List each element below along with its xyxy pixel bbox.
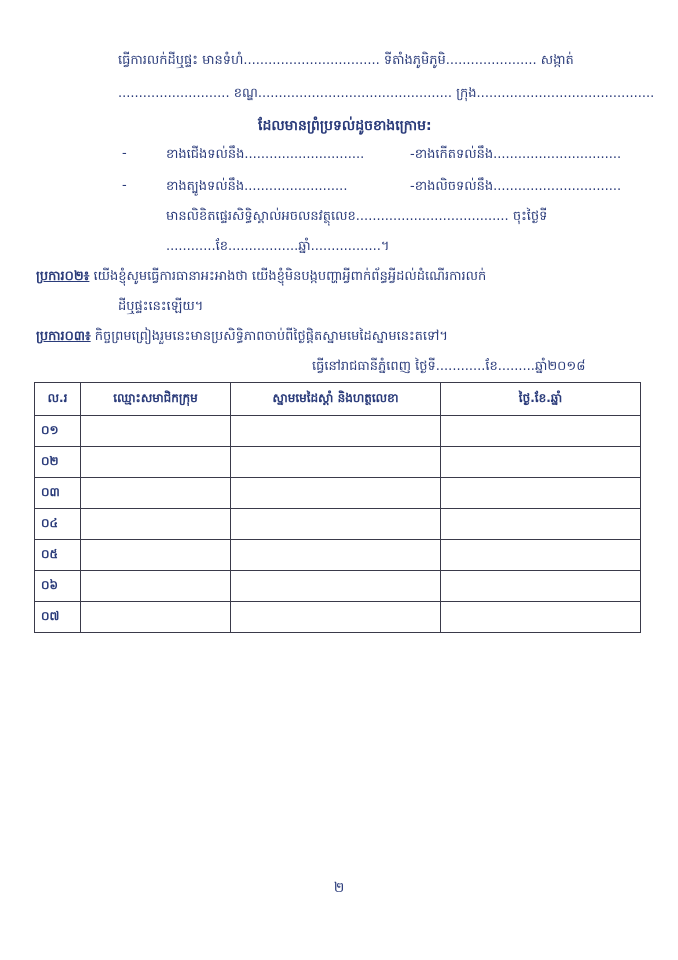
date-cell[interactable] <box>441 571 641 602</box>
header-date: ថ្ងៃ.ខែ.ឆ្នាំ <box>441 383 641 416</box>
article-2 <box>36 268 486 287</box>
signature-cell[interactable] <box>231 447 441 478</box>
table-row <box>35 509 641 540</box>
header-number: ល.រ <box>35 383 81 416</box>
table-row <box>35 447 641 478</box>
member-name-cell[interactable] <box>81 447 231 478</box>
article-2-continued: ដីឬផ្ទះនេះឡើយ។ <box>118 299 204 314</box>
table-row <box>35 602 641 633</box>
row-number: ០៣ <box>35 478 81 509</box>
signature-cell[interactable] <box>231 571 441 602</box>
date-cell[interactable] <box>441 447 641 478</box>
table-row <box>35 571 641 602</box>
table-row <box>35 478 641 509</box>
signing-date-line: ធ្វើនៅរាជធានីភ្នំពេញ ថ្ងៃទី............ខែ.........ឆ្នាំ២០១៨ <box>312 359 586 374</box>
south-boundary: ខាងត្បូងទល់នឹង......................... <box>166 179 348 194</box>
member-name-cell[interactable] <box>81 509 231 540</box>
table-header-row <box>35 383 641 416</box>
member-name-cell[interactable] <box>81 540 231 571</box>
header-member-name: ឈ្មោះសមាជិកក្រុម <box>81 383 231 416</box>
table-row <box>35 416 641 447</box>
north-boundary: ខាងជើងទល់នឹង............................. <box>166 147 365 162</box>
bullet-dash: - <box>122 178 127 193</box>
member-name-cell[interactable] <box>81 571 231 602</box>
row-number: ០៧ <box>35 602 81 633</box>
signature-cell[interactable] <box>231 602 441 633</box>
date-fill-line: ............ខែ.................ឆ្នាំ.................។ <box>166 239 390 254</box>
row-number: ០៦ <box>35 571 81 602</box>
row-number: ០៤ <box>35 509 81 540</box>
article-2-label: ប្រការ០២៖ <box>36 269 90 284</box>
date-cell[interactable] <box>441 416 641 447</box>
table-row <box>35 540 641 571</box>
east-boundary: -ខាងកើតទល់នឹង............................... <box>410 147 622 162</box>
article-2-text: យើងខ្ញុំសូមធ្វើការធានាអះអាងថា យើងខ្ញុំមិនបង្កបញ្ហាអ្វីពាក់ព័ន្ធអ្វីដល់ដំណើរការលក់ <box>93 269 487 284</box>
signature-cell[interactable] <box>231 509 441 540</box>
page-number: ២ <box>333 880 345 896</box>
title-deed-line: មានលិខិតផ្ទេរសិទ្ធិស្គាល់អចលនវត្ថុលេខ..................................... ចុះថ្ងៃទី <box>166 209 548 224</box>
row-number: ០១ <box>35 416 81 447</box>
date-cell[interactable] <box>441 602 641 633</box>
date-cell[interactable] <box>441 478 641 509</box>
article-3 <box>36 328 448 347</box>
signature-table <box>34 382 641 633</box>
member-name-cell[interactable] <box>81 602 231 633</box>
header-thumbprint-signature: ស្នាមមេដៃស្តាំ និងហត្ថលេខា <box>231 383 441 416</box>
property-line: ធ្វើការលក់ដីឬផ្ទះ មានទំហំ................................. ទីតាំងភូមិភូមិ...................... សង្កាត់ <box>118 53 574 68</box>
signature-cell[interactable] <box>231 540 441 571</box>
article-3-label: ប្រការ០៣៖ <box>36 329 91 344</box>
signature-cell[interactable] <box>231 478 441 509</box>
signature-cell[interactable] <box>231 416 441 447</box>
row-number: ០២ <box>35 447 81 478</box>
member-name-cell[interactable] <box>81 416 231 447</box>
article-3-text: កិច្ចព្រមព្រៀងរួមនេះមានប្រសិទ្ធិភាពចាប់ពីថ្ងៃផ្តិតស្នាមមេដៃស្នាមនេះតទៅ។ <box>94 329 448 344</box>
row-number: ០៥ <box>35 540 81 571</box>
west-boundary: -ខាងលិចទល់នឹង............................... <box>410 179 622 194</box>
boundaries-heading: ដែលមានព្រំប្រទល់ដូចខាងក្រោម: <box>258 118 432 134</box>
bullet-dash: - <box>122 146 127 161</box>
member-name-cell[interactable] <box>81 478 231 509</box>
date-cell[interactable] <box>441 540 641 571</box>
location-line: ........................... ខណ្ឌ............................................... ក្រុង........................................... <box>118 86 655 101</box>
date-cell[interactable] <box>441 509 641 540</box>
